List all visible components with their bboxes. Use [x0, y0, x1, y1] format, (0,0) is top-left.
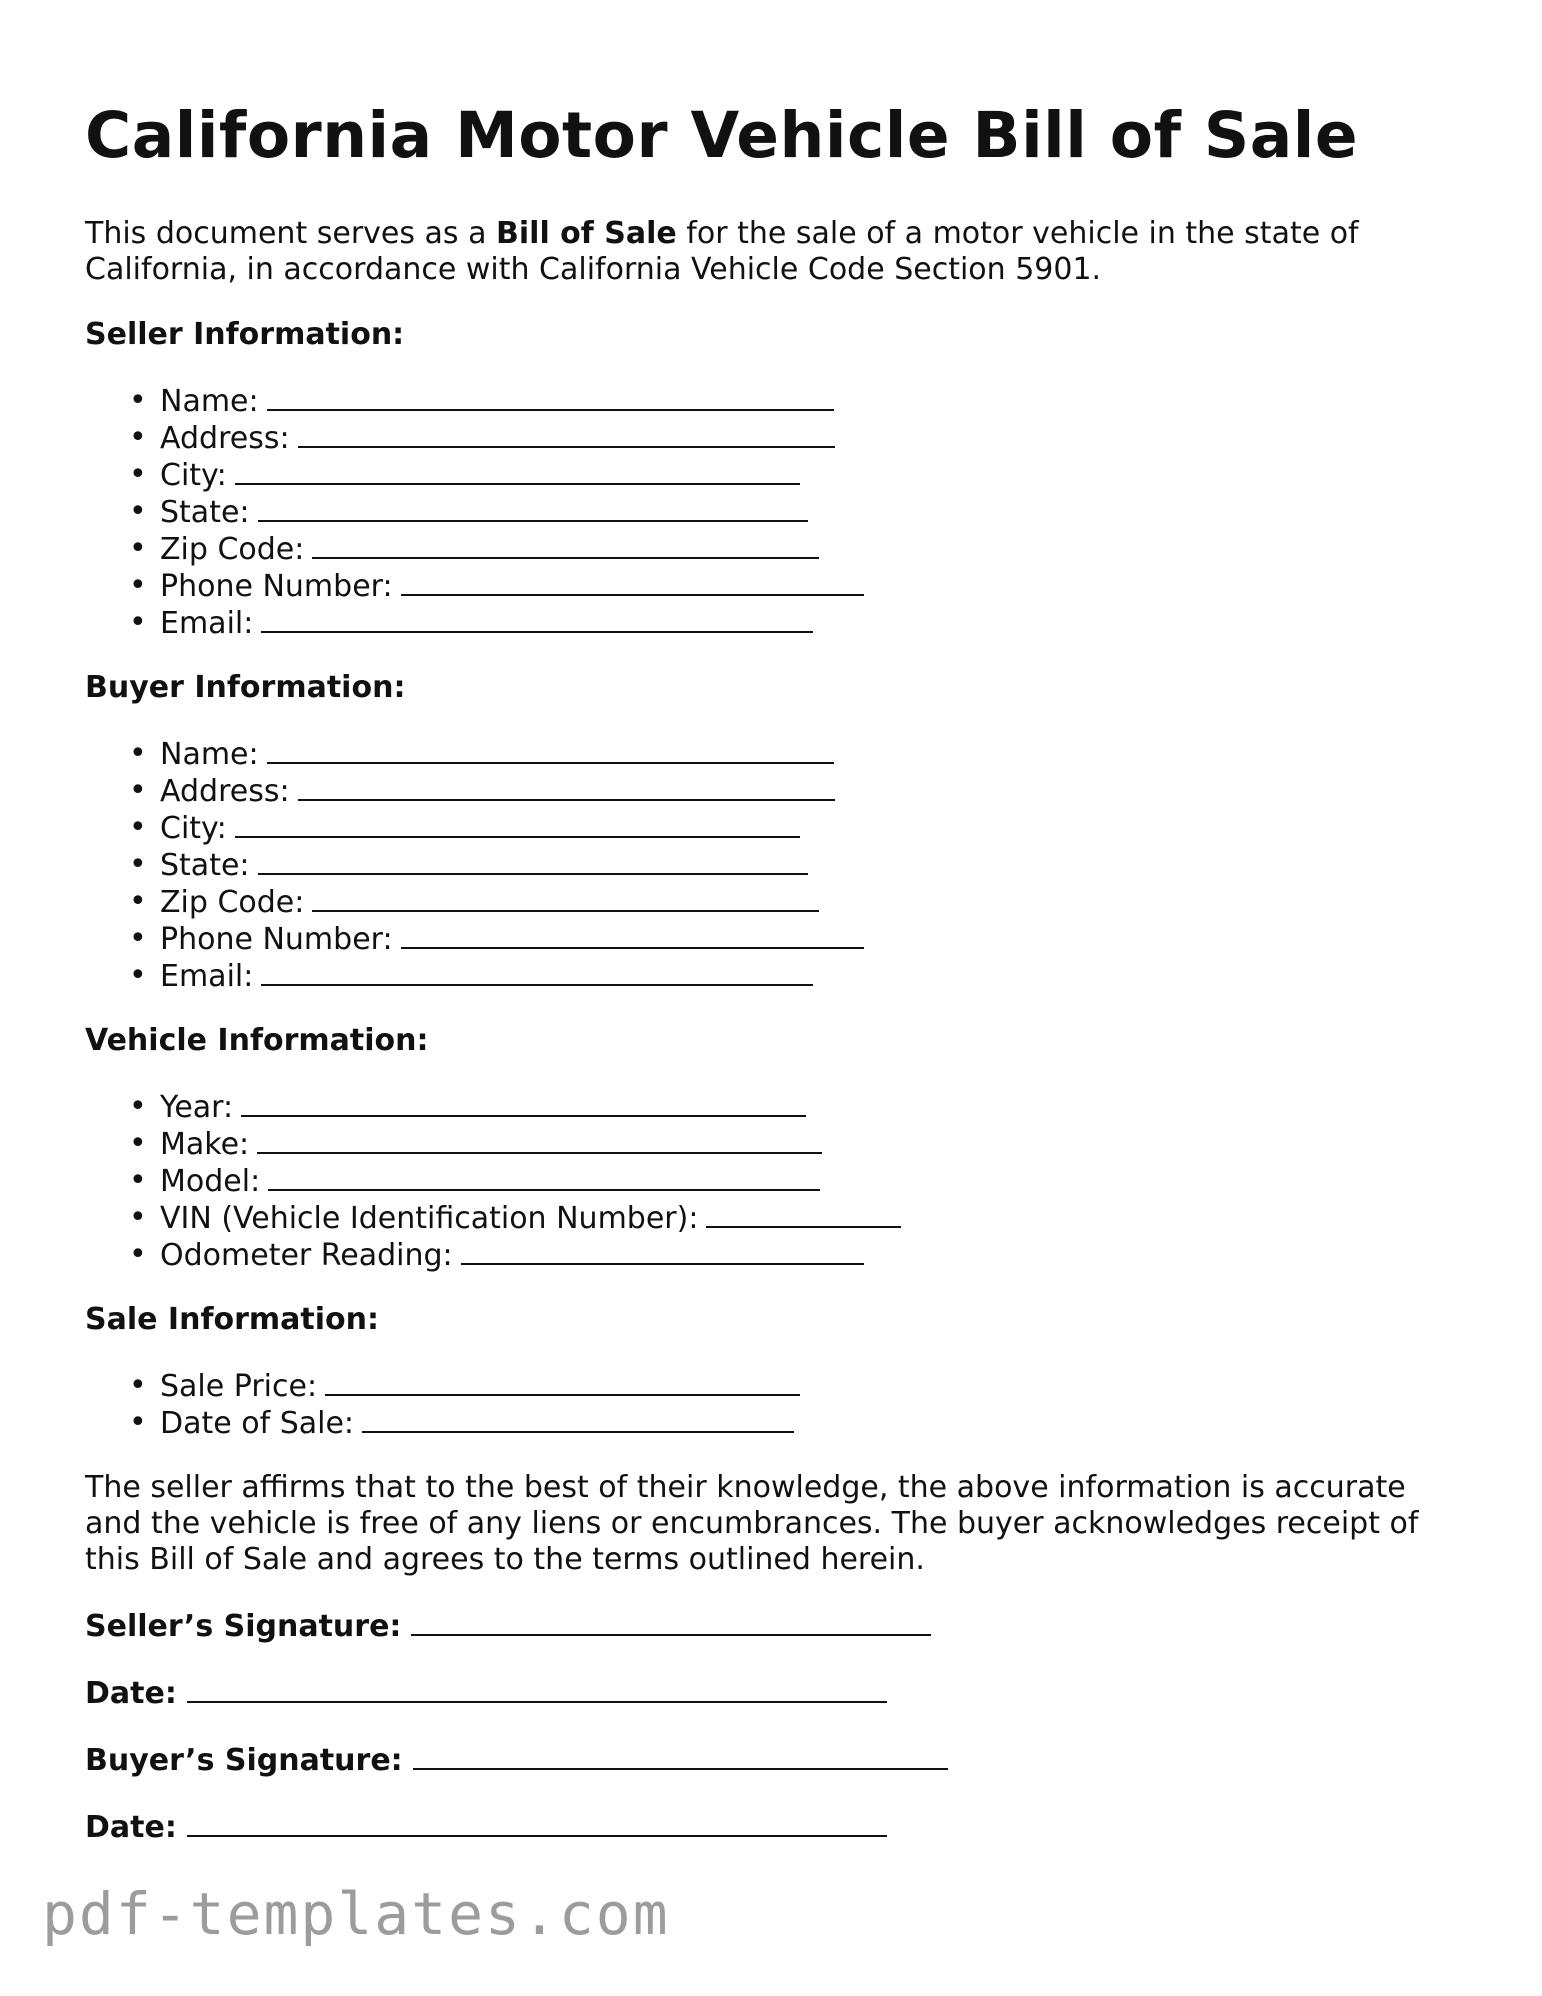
seller-signature-row: [85, 1608, 1465, 1645]
buyer-state-field[interactable]: [258, 847, 808, 875]
buyer-zip-item: [85, 884, 1465, 921]
field-label: State:: [160, 495, 250, 531]
field-label: Address:: [160, 421, 290, 457]
seller-name-item: [85, 383, 1465, 420]
vehicle-year-field[interactable]: [241, 1089, 806, 1117]
bullet-icon: •: [129, 1200, 147, 1236]
buyer-phone-field[interactable]: [401, 921, 864, 949]
seller-address-item: [85, 420, 1465, 457]
document-title: California Motor Vehicle Bill of Sale: [85, 99, 1359, 172]
seller-field-list: [85, 383, 1465, 642]
seller-state-field[interactable]: [258, 494, 808, 522]
field-label: Odometer Reading:: [160, 1238, 453, 1274]
field-label: Model:: [160, 1164, 261, 1200]
field-label: Address:: [160, 774, 290, 810]
seller-state-item: [85, 494, 1465, 531]
seller-phone-field[interactable]: [401, 568, 864, 596]
bullet-icon: •: [129, 958, 147, 994]
bullet-icon: •: [129, 1163, 147, 1199]
seller-heading: Seller Information:: [85, 317, 405, 353]
bullet-icon: •: [129, 736, 147, 772]
bullet-icon: •: [129, 1089, 147, 1125]
vehicle-year-item: [85, 1089, 1465, 1126]
sale-field-list: [85, 1368, 1465, 1442]
sale-heading: Sale Information:: [85, 1302, 379, 1338]
buyer-name-item: [85, 736, 1465, 773]
bill-of-sale-document: [85, 100, 1465, 1876]
intro-text-start: This document serves as a: [85, 216, 497, 252]
buyer-signature-field[interactable]: [413, 1742, 948, 1770]
bullet-icon: •: [129, 884, 147, 920]
buyer-address-item: [85, 773, 1465, 810]
intro-bold-term: Bill of Sale: [496, 216, 677, 252]
seller-zip-field[interactable]: [312, 531, 819, 559]
vehicle-make-item: [85, 1126, 1465, 1163]
buyer-email-item: [85, 958, 1465, 995]
field-label: Make:: [160, 1127, 250, 1163]
vehicle-vin-field[interactable]: [706, 1200, 901, 1228]
field-label: City:: [160, 458, 227, 494]
bullet-icon: •: [129, 420, 147, 456]
affirmation-paragraph: The seller affirms that to the best of their knowledge, the above information is accurate and the vehicle is free of any liens or encumbrances. The buyer acknowledges receipt of this Bill of Sale and agrees to the terms outlined herein.: [85, 1470, 1419, 1578]
bullet-icon: •: [129, 1405, 147, 1441]
watermark-text: pdf-templates.com: [42, 1880, 670, 1948]
bullet-icon: •: [129, 457, 147, 493]
field-label: Name:: [160, 384, 259, 420]
field-label: Year:: [160, 1090, 234, 1126]
seller-date-label: Date:: [85, 1676, 177, 1712]
bullet-icon: •: [129, 383, 147, 419]
buyer-zip-field[interactable]: [312, 884, 819, 912]
buyer-field-list: [85, 736, 1465, 995]
field-label: City:: [160, 811, 227, 847]
seller-city-field[interactable]: [235, 457, 800, 485]
field-label: Phone Number:: [160, 922, 393, 958]
vehicle-odometer-item: [85, 1237, 1465, 1274]
sale-price-field[interactable]: [325, 1368, 800, 1396]
field-label: Zip Code:: [160, 885, 305, 921]
buyer-date-field[interactable]: [187, 1809, 887, 1837]
buyer-phone-item: [85, 921, 1465, 958]
field-label: Email:: [160, 959, 254, 995]
bullet-icon: •: [129, 531, 147, 567]
field-label: Name:: [160, 737, 259, 773]
sale-price-item: [85, 1368, 1465, 1405]
seller-signature-label: Seller’s Signature:: [85, 1609, 402, 1645]
buyer-date-label: Date:: [85, 1810, 177, 1846]
sale-date-field[interactable]: [362, 1405, 794, 1433]
bullet-icon: •: [129, 847, 147, 883]
vehicle-field-list: [85, 1089, 1465, 1274]
seller-date-row: [85, 1675, 1465, 1712]
seller-address-field[interactable]: [298, 420, 835, 448]
vehicle-heading: Vehicle Information:: [85, 1023, 429, 1059]
intro-text-end: for the sale of a motor vehicle in the state of California, in accordance with California Vehicle Code Section 5901.: [85, 216, 1359, 288]
bullet-icon: •: [129, 1126, 147, 1162]
field-label: Zip Code:: [160, 532, 305, 568]
seller-name-field[interactable]: [267, 383, 834, 411]
sale-date-item: [85, 1405, 1465, 1442]
buyer-email-field[interactable]: [261, 958, 813, 986]
bullet-icon: •: [129, 921, 147, 957]
buyer-city-field[interactable]: [235, 810, 800, 838]
vehicle-odometer-field[interactable]: [461, 1237, 864, 1265]
vehicle-make-field[interactable]: [257, 1126, 822, 1154]
field-label: VIN (Vehicle Identification Number):: [160, 1201, 699, 1237]
buyer-signature-row: [85, 1742, 1465, 1779]
field-label: Date of Sale:: [160, 1406, 355, 1442]
seller-city-item: [85, 457, 1465, 494]
seller-date-field[interactable]: [187, 1675, 887, 1703]
buyer-city-item: [85, 810, 1465, 847]
vehicle-model-item: [85, 1163, 1465, 1200]
vehicle-model-field[interactable]: [268, 1163, 820, 1191]
bullet-icon: •: [129, 1368, 147, 1404]
field-label: Sale Price:: [160, 1369, 318, 1405]
field-label: Email:: [160, 606, 254, 642]
vehicle-vin-item: [85, 1200, 1465, 1237]
buyer-signature-label: Buyer’s Signature:: [85, 1743, 403, 1779]
field-label: Phone Number:: [160, 569, 393, 605]
seller-signature-field[interactable]: [411, 1608, 931, 1636]
bullet-icon: •: [129, 1237, 147, 1273]
buyer-date-row: [85, 1809, 1465, 1846]
seller-phone-item: [85, 568, 1465, 605]
field-label: State:: [160, 848, 250, 884]
buyer-heading: Buyer Information:: [85, 670, 406, 706]
buyer-state-item: [85, 847, 1465, 884]
intro-paragraph: [85, 216, 1465, 288]
buyer-name-field[interactable]: [267, 736, 834, 764]
seller-zip-item: [85, 531, 1465, 568]
bullet-icon: •: [129, 810, 147, 846]
bullet-icon: •: [129, 773, 147, 809]
seller-email-item: [85, 605, 1465, 642]
bullet-icon: •: [129, 568, 147, 604]
buyer-address-field[interactable]: [298, 773, 835, 801]
bullet-icon: •: [129, 605, 147, 641]
seller-email-field[interactable]: [261, 605, 813, 633]
bullet-icon: •: [129, 494, 147, 530]
